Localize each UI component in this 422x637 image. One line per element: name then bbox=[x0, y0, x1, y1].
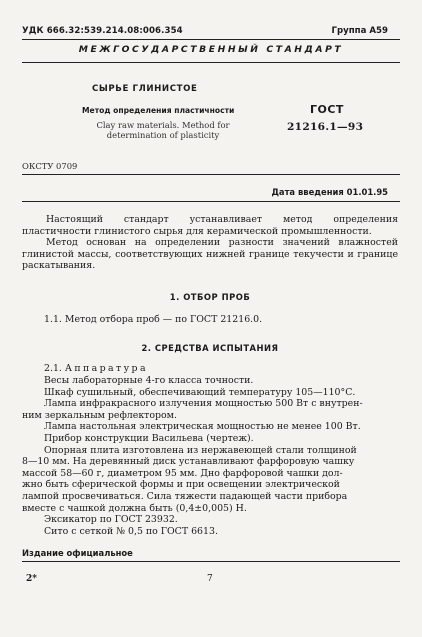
section-1-item bbox=[22, 314, 420, 326]
title-rule bbox=[22, 174, 400, 175]
intro-text bbox=[22, 214, 398, 272]
group-code: Группа А59 bbox=[331, 26, 388, 36]
equipment-line: Весы лабораторные 4-го класса точности. bbox=[44, 375, 254, 386]
section-1-item-text: 1.1. Метод отбора проб — по ГОСТ 21216.0. bbox=[44, 314, 263, 325]
standard-name: МЕЖГОСУДАРСТВЕННЫЙ СТАНДАРТ bbox=[78, 44, 344, 55]
header-rule-bottom bbox=[22, 62, 400, 63]
section-2-item-title: Аппаратура bbox=[64, 363, 148, 374]
header-rule-top bbox=[22, 39, 400, 40]
section-2-item-number: 2.1. bbox=[44, 363, 62, 374]
english-title-line-1: Clay raw materials. Method for bbox=[96, 120, 230, 130]
equipment-line: массой 58—60 г, диаметром 95 мм. Дно фарфоровой чашки дол- bbox=[22, 467, 343, 479]
document-title: СЫРЬЕ ГЛИНИСТОЕ bbox=[92, 84, 198, 94]
udk-code: УДК 666.32:539.214.08:006.354 bbox=[22, 26, 183, 36]
gost-number: 21216.1—93 bbox=[287, 121, 364, 133]
equipment-line: Лампа настольная электрическая мощностью не менее 100 Вт. bbox=[44, 421, 361, 433]
official-edition-label: Издание официальное bbox=[22, 548, 133, 558]
equipment-line: 8—10 мм. На деревянный диск устанавливают фарфоровую чашку bbox=[22, 456, 355, 468]
equipment-line: Шкаф сушильный, обеспечивающий температуру 105—110°С. bbox=[44, 386, 356, 398]
equipment-line: вместе с чашкой должна быть (0,4±0,005) Н. bbox=[22, 502, 247, 514]
document-subtitle: Метод определения пластичности bbox=[82, 106, 235, 115]
equipment-line: Эксикатор по ГОСТ 23932. bbox=[44, 514, 178, 526]
english-title-line-2: determination of plasticity bbox=[106, 129, 220, 140]
gost-label: ГОСТ bbox=[310, 103, 344, 116]
section-1-heading: 1. ОТБОР ПРОБ bbox=[169, 292, 251, 302]
equipment-line: Опорная плита изготовлена из нержавеющей стали толщиной bbox=[44, 444, 357, 456]
intro-paragraph-2: Метод основан на определении разности значений влажностей глинистой массы, соответствующих нижней границе текучести и границе раскатывания. bbox=[22, 237, 398, 272]
english-title bbox=[88, 121, 238, 140]
equipment-line: лампой просвечиваться. Сила тяжести падающей части прибора bbox=[22, 490, 348, 502]
introduction-date: Дата введения 01.01.95 bbox=[271, 187, 388, 197]
okstu-code: ОКСТУ 0709 bbox=[22, 161, 78, 171]
footer-rule bbox=[22, 561, 400, 562]
section-2-equipment-list bbox=[22, 375, 398, 537]
equipment-line: ним зеркальным рефлектором. bbox=[22, 409, 177, 421]
date-rule bbox=[22, 201, 400, 202]
equipment-line: Прибор конструкции Васильева (чертеж). bbox=[44, 432, 254, 444]
section-2-item-heading bbox=[22, 363, 420, 375]
intro-paragraph-1: Настоящий стандарт устанавливает метод определения пластичности глинистого сырья для керамической промышленности. bbox=[22, 214, 398, 237]
equipment-line: Лампа инфракрасного излучения мощностью 500 Вт с внутрен- bbox=[44, 398, 363, 410]
equipment-line: жно быть сферической формы и при освещении электрической bbox=[22, 479, 340, 491]
section-2-heading: 2. СРЕДСТВА ИСПЫТАНИЯ bbox=[141, 343, 279, 353]
page-number: 7 bbox=[207, 574, 213, 584]
footer-signature-mark: 2* bbox=[26, 574, 37, 584]
equipment-line: Сито с сеткой № 0,5 по ГОСТ 6613. bbox=[44, 525, 218, 537]
